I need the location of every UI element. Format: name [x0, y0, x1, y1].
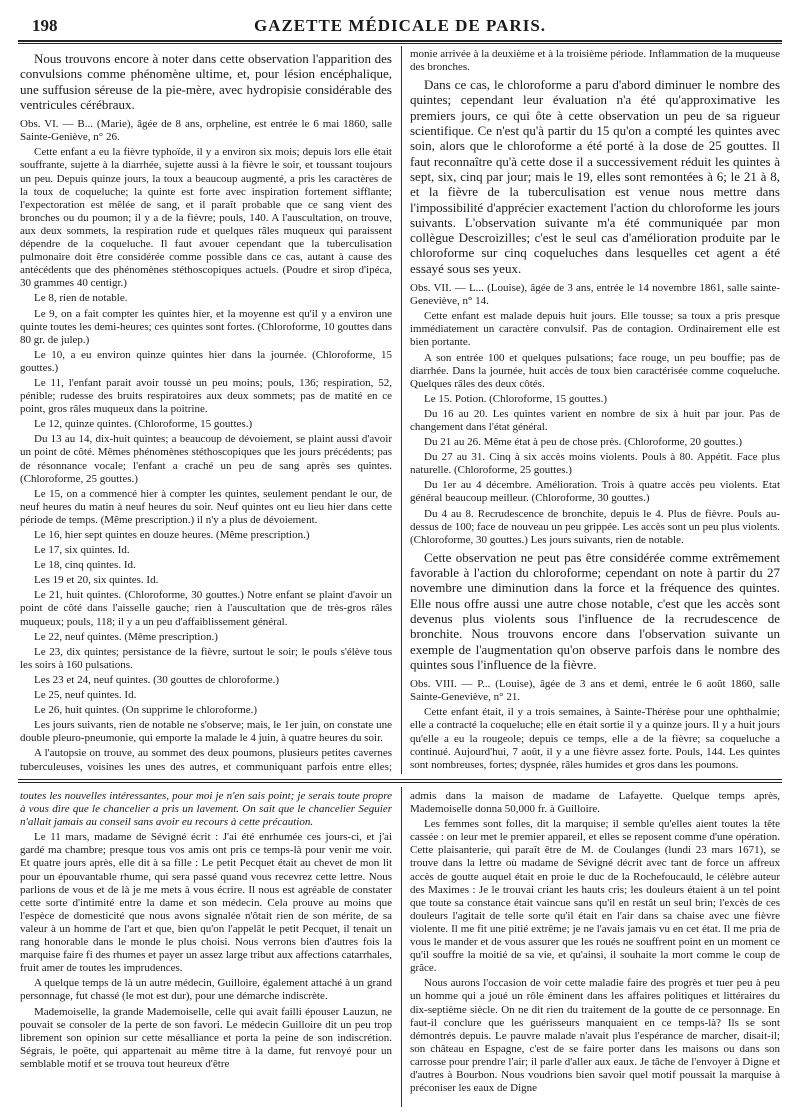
paragraph: Obs. VIII. — P... (Louise), âgée de 3 ans et demi, entrée le 6 août 1860, salle Sainte-Geneviève, n° 21.: [410, 678, 780, 704]
paragraph: Mademoiselle, la grande Mademoiselle, celle qui avait failli épouser Lauzun, ne pouvait se consoler de la perte de son favori. Le médecin Guilloire dit un peu trop librement son opinion sur cette mésalliance et porta la peine de son indiscrétion. Ségrais, le poëte, qui appartenait au même titre à la dame, fut renvoyé pour un semblable motif et se trouva tout heureux d'être: [20, 1005, 392, 1070]
paragraph: Le 25, neuf quintes. Id.: [34, 689, 137, 702]
column-divider-top: [401, 46, 402, 774]
paragraph: Le 16, hier sept quintes en douze heures. (Même prescription.): [34, 529, 310, 541]
paragraph: Le 10, a eu environ quinze quintes hier dans la journée. (Chloroforme, 15 gouttes.): [20, 348, 392, 374]
header-rule-thin: [18, 43, 782, 44]
paragraph: Du 1er au 4 décembre. Amélioration. Trois à quatre accès peu violents. Etat général beaucoup meilleur. (Chloroforme, 30 gouttes.): [410, 479, 780, 505]
paragraph: Le 11 mars, madame de Sévigné écrit : J'ai été enrhumée ces jours-ci, et j'ai gardé ma chambre; presque tous vos amis ont pris ce temps-là pour venir me voir. Et quatre jours après, elle dit à sa fille : Le petit Pecquet était au chevet de mon lit pour un épouvantable rhume, qui sera passé quand vous recevrez cette lettre. Nous parlions de vous et de là je me mets à vous écrire. Il nous est agréable de constater cette sorte d'intimité entre la dame et son médecin. Cela prouve au moins que l'espèce de domesticité que nous avons signalée n'ôtait rien de son mérite, de sa valeur à un homme de l'art et que, bien qu'on l'appelât le petit Pecquet, il tenait un rang honorable dans le monde le plus choisi. Nous verrons bien d'autres fois la marquise faire fi des rhumes et payer un assez large tribut aux affections catarrhales, fruit amer de toutes les imprudences.: [20, 831, 392, 975]
column-top-left: [20, 48, 392, 774]
paragraph: Le 11, l'enfant parait avoir toussé un peu moins; pouls, 136; respiration, 52, pénible; rudesse des bruits respiratoires aux deux sommets; pas de matité en ce point, gros râles muqueux dans la poitrine.: [20, 376, 392, 416]
paragraph: Du 4 au 8. Recrudescence de bronchite, depuis le 4. Plus de fièvre. Pouls au-dessus de 100; face de nouveau un peu grippée. Les accès sont un peu plus violents. (Chloroforme, 30 gouttes.) Les jours suivants, rien de notable.: [410, 507, 780, 546]
paragraph: A son entrée 100 et quelques pulsations; face rouge, un peu bouffie; pas de diarrhée. Dans la journée, huit accès de toux bien caractérisée comme coqueluche. Quelques râles des deux côtés.: [410, 351, 780, 390]
paragraph: Les femmes sont folles, dit la marquise; il semble qu'elles aient toutes la tête cassée : on leur met le premier appareil, et elles se reposent comme d'une opération. Cette plaisanterie, qui paraît être de M. de Coulanges (lundi 23 mars 1671), se trouve dans la lettre où madame de Sévigné décrit avec tant de force un affreux accès de goutte auquel était en proie le duc de la Rochefoucauld, le célèbre auteur des Maximes : Je le trouvai criant les hauts cris; les douleurs étaient à un tel point que toute sa constance était vaincue sans qu'il en restât un seul brin; l'excès de ces douleurs l'agitait de telle sorte qu'il était en l'air dans sa chaise avec une fièvre violente. Il me fit une pitié extrême; je ne l'avais jamais vu en cet état. Il me pria de vous le mander et de vous assurer que les roués ne souffrent point en un moment ce qu'il souffre la moitié de sa vie, et qu'ainsi, il souhaite la mort comme le coup de grâce.: [410, 818, 780, 975]
paragraph: Nous trouvons encore à noter dans cette observation l'apparition des convulsions comme phénomène ultime, et, pour lésion encéphalique, une suffusion séreuse de la pie-mère, avec hydropisie considérable des ventricules cérébraux.: [20, 51, 392, 112]
running-title: GAZETTE MÉDICALE DE PARIS.: [253, 16, 547, 35]
paragraph: Le 15. Potion. (Chloroforme, 15 gouttes.): [424, 392, 608, 405]
paragraph: A quelque temps de là un autre médecin, Guilloire, également attaché à un grand personnage, fut chassé (le mot est dur), pour une démarche indiscrète.: [20, 977, 392, 1003]
paragraph: Du 21 au 26. Même état à peu de chose près. (Chloroforme, 20 gouttes.): [424, 436, 742, 449]
paragraph: Le 18, cinq quintes. Id.: [34, 559, 136, 572]
paragraph: Le 26, huit quintes. (On supprime le chloroforme.): [34, 704, 258, 717]
paragraph: Le 8, rien de notable.: [34, 292, 128, 305]
paragraph: Cette observation ne peut pas être considérée comme extrêmement favorable à l'action du chloroforme; cependant on note à partir du 27 novembre une diminution dans la force et la fréquence des quintes. Elle nous offre aussi une autre chose notable, c'est que les accès sont devenus plus violents sous l'influence de la recrudescence de bronchite. Nous trouvons encore dans l'observation suivante un exemple de l'augmentation qu'on observe parfois dans le nombre des quintes sous l'influence de la fièvre.: [410, 549, 780, 672]
column-bottom-left: [20, 790, 392, 1108]
paragraph: Le 12, quinze quintes. (Chloroforme, 15 gouttes.): [34, 418, 253, 431]
paragraph: admis dans la maison de madame de Lafayette. Quelque temps après, Mademoiselle donna 50,000 fr. à Guilloire.: [410, 790, 780, 816]
paragraph: Nous aurons l'occasion de voir cette maladie faire des progrès et tuer peu à peu un homme qui a joué un rôle éminent dans les affaires politiques et littéraires du dix-septième siècle. On ne dit rien du traitement de la goutte de ce personnage. En faut-il conclure que les guérisseurs manquaient en ce temps-là? Ils se sont démontrés depuis. Le pauvre malade n'avait plus l'espérance de marcher, disait-il; son château en Espagne, c'est de se faire porter dans les maisons ou dans son carrosse pour prendre l'air; il parle d'aller aux eaux. Je tâche de l'envoyer à Digne et d'autres à Bourbon. Nous voudrions bien savoir quel motif poussait la marquise à préconiser les eaux de Digne: [410, 977, 780, 1095]
paragraph: Cette enfant était, il y a trois semaines, à Sainte-Thérèse pour une ophthalmie; elle a contracté la coqueluche; elle en était sortie il y a quinze jours. Il y a huit jours qu'elle a eu la rougeole; depuis ce temps, elle a de la fièvre; sa coqueluche a continué. Aujourd'hui, 7 août, il y a une fièvre assez forte. Pouls, 144. Les quintes sont nombreuses, fortes; dyspnée, râles humides et gros dans les poumons.: [410, 706, 780, 771]
column-top-right: [410, 48, 780, 774]
page-header: [18, 14, 782, 40]
header-rule: [18, 40, 782, 42]
paragraph: Le 15, on a commencé hier à compter les quintes, seulement pendant le our, de neuf heures du matin à neuf heures du soir. Neuf quintes ont eu lieu hier dans cette période de temps. (Même prescription.) il n'y a plus de dévoiement.: [20, 487, 392, 526]
paragraph: Les 19 et 20, six quintes. Id.: [34, 574, 159, 587]
paragraph: Obs. VI. — B... (Marie), âgée de 8 ans, orpheline, est entrée le 6 mai 1860, salle Sainte-Geniève, n° 26.: [20, 118, 392, 144]
paragraph: monie arrivée à la deuxième et à la troisième période. Inflammation de la muqueuse des bronches.: [410, 48, 780, 74]
paragraph: Le 22, neuf quintes. (Même prescription.): [34, 630, 218, 643]
paragraph: A l'autopsie on trouve, au sommet des deux poumons, plusieurs petites cavernes tuberculeuses, voisines les unes des autres, et communiquant parfois entre elles;: [20, 747, 392, 773]
feuilleton-rule: [18, 779, 782, 780]
paragraph: Le 23, dix quintes; persistance de la fièvre, surtout le soir; le pouls s'élève tous les soirs à 160 pulsations.: [20, 645, 392, 671]
paragraph: Les jours suivants, rien de notable ne s'observe; mais, le 1er juin, on constate une double pleuro-pneumonie, qui emporte la malade le 4 juin, à quatre heures du soir.: [20, 719, 392, 745]
paragraph: Le 17, six quintes. Id.: [34, 544, 130, 557]
paragraph: Obs. VII. — L... (Louise), âgée de 3 ans, entrée le 14 novembre 1861, salle sainte-Geneviève, n° 14.: [410, 282, 780, 308]
column-bottom-right: [410, 790, 780, 1108]
column-divider-bottom: [401, 787, 402, 1107]
paragraph: Du 27 au 31. Cinq à six accès moins violents. Pouls à 80. Appétit. Face plus naturelle. (Chloroforme, 25 gouttes.): [410, 451, 780, 477]
paragraph: Cette enfant a eu la fièvre typhoïde, il y a environ six mois; depuis lors elle était souffrante, sujette à la diarrhée, sujette aussi à la fièvre le soir, et toussant toujours un peu. Depuis quinze jours, la toux a beaucoup augmenté, a pris les caractères de la toux de coqueluche; la quinte est forte avec inspiration fortement sifflante; l'expectoration est mêlée de sang, et il paraît probable que ce sang vient des bronches ou du poumon; il y a de la fièvre; pouls, 140. A l'auscultation, on trouve, aux deux sommets, la respiration rude et quelques râles muqueux qui paraissent dépendre de la coqueluche. Il faut avouer cependant que la tuberculisation pulmonaire doit être considérée comme possible dans ce cas, autant à cause des antécédents que des phénomènes stéthoscopiques actuels. (Poudre et sirop d'ipéca, 30 grammes 40 centigr.): [20, 146, 392, 290]
paragraph: Du 13 au 14, dix-huit quintes; a beaucoup de dévoiement, se plaint aussi d'avoir un point de côté. Mêmes phénomènes stéthoscopiques que les jours précédents; pas de résonnance vocale; l'enfant a craché un peu de sang après ses quintes. (Chloroforme, 25 gouttes.): [20, 433, 392, 485]
page-number: 198: [32, 16, 58, 35]
paragraph: Cette enfant est malade depuis huit jours. Elle tousse; sa toux a pris presque immédiatement un caractère convulsif. Pas de contagion. Ordinairement elle est bien portante.: [410, 310, 780, 349]
feuilleton-rule-thin: [18, 782, 782, 783]
paragraph: toutes les nouvelles intéressantes, pour moi je n'en sais point; je serais toute propre à vous dire que le chancelier a pris un lavement. On sait que le chancelier Seguier n'allait jamais au conseil sans avoir eu recours à cette précaution.: [20, 790, 392, 829]
paragraph: Dans ce cas, le chloroforme a paru d'abord diminuer le nombre des quintes; cependant leur évaluation n'a été qu'approximative les premiers jours, ce qui ôte à cette observation un peu de sa rigueur scientifique. Ce n'est qu'à partir du 15 qu'on a compté les quintes avec soin, alors que le chloroforme a été porté à la dose de 25 gouttes. Il faut reconnaître qu'à cette dose il a successivement réduit les quintes à sept, six, cinq par jour; mais le 19, elles sont remontées à 6; le 21 à 8, et la fièvre de la tuberculisation est venue nous mettre dans l'impossibilité d'apprécier exactement l'action du chloroforme les jours suivants. L'observation suivante m'a été communiquée par mon collègue Descroizilles; c'est le seul cas d'amélioration produite par le chloroforme sur cinq coqueluches dans lesquelles cet agent a été essayé sous ses yeux.: [410, 77, 780, 276]
paragraph: Les 23 et 24, neuf quintes. (30 gouttes de chloroforme.): [34, 673, 279, 686]
paragraph: Du 16 au 20. Les quintes varient en nombre de six à huit par jour. Pas de changement dans l'état général.: [410, 407, 780, 433]
paragraph: Le 9, on a fait compter les quintes hier, et la moyenne est qu'il y a environ une quinte toutes les demi-heures; ces quintes sont fortes. (Chloroforme, 10 gouttes dans 80 gr. de julep.): [20, 307, 392, 346]
paragraph: Le 21, huit quintes. (Chloroforme, 30 gouttes.) Notre enfant se plaint d'avoir un point de côté dans l'aisselle gauche; rien à l'auscultation que de très-gros râles muqueux; pouls, 118; il y a un peu d'affaiblissement général.: [20, 589, 392, 628]
